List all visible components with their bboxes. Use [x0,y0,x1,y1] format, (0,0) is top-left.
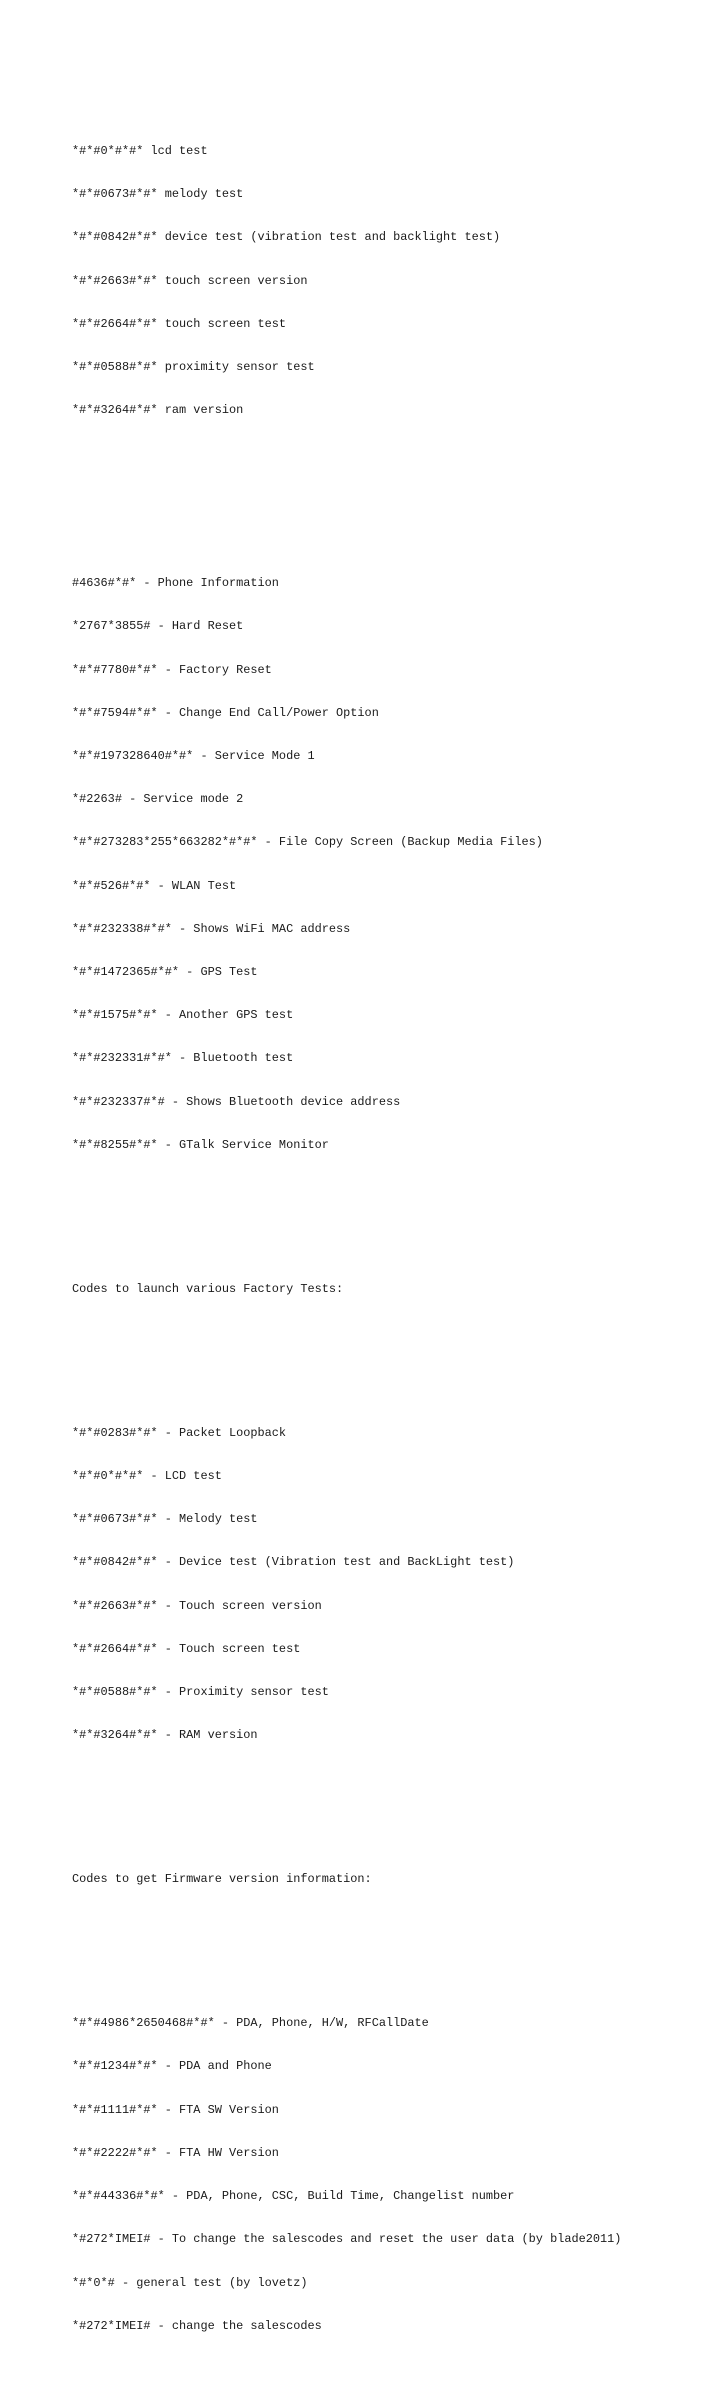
code-line: *#*#3264#*#* ram version [72,403,244,418]
code-line: *#*#1575#*#* - Another GPS test [72,1008,294,1023]
code-line: *#*#0588#*#* proximity sensor test [72,360,315,375]
code-list-basic-tests [72,115,712,446]
code-line: *#*#2664#*#* touch screen test [72,316,287,331]
code-line: *#*#197328640#*#* - Service Mode 1 [72,748,315,763]
code-line: *#*#0283#*#* - Packet Loopback [72,1425,287,1440]
blank-line [72,490,712,504]
code-line: *#*#4986*2650468#*#* - PDA, Phone, H/W, RFCallDate [72,2016,429,2031]
code-line: *2767*3855# - Hard Reset [72,619,244,634]
code-line: *#2263# - Service mode 2 [72,792,244,807]
code-line: *#*#3264#*#* - RAM version [72,1728,258,1743]
code-line: *#*#0*#*#* - LCD test [72,1469,222,1483]
blank-line [72,1339,712,1353]
code-line: *#*#0842#*#* - Device test (Vibration test and BackLight test) [72,1555,515,1570]
code-line: *#*#232338#*#* - Shows WiFi MAC address [72,921,351,936]
blank-line [72,1224,712,1238]
code-line: *#*#0673#*#* melody test [72,187,244,202]
code-line: *#*#273283*255*663282*#*#* - File Copy Screen (Backup Media Files) [72,835,543,850]
code-line: *#*#2663#*#* - Touch screen version [72,1598,322,1613]
code-line: *#*#2663#*#* touch screen version [72,273,308,288]
code-line: *#*#0588#*#* - Proximity sensor test [72,1685,329,1700]
code-line: *#*#2222#*#* - FTA HW Version [72,2145,279,2160]
code-line: *#272*IMEI# - change the salescodes [72,2318,322,2333]
section-heading-factory-tests: Codes to launch various Factory Tests: [72,1281,344,1296]
code-line: *#*#1234#*#* - PDA and Phone [72,2059,272,2074]
code-line: *#*#44336#*#* - PDA, Phone, CSC, Build Time, Changelist number [72,2189,515,2204]
code-line: *#*#0*#*#* lcd test [72,144,208,159]
code-line: #4636#*#* - Phone Information [72,576,279,591]
code-line: *#*#232331#*#* - Bluetooth test [72,1051,294,1066]
blank-line [72,1930,712,1944]
section-heading-firmware-version: Codes to get Firmware version information: [72,1872,372,1887]
code-list-firmware [72,1987,712,2361]
code-list-factory-tests [72,1397,712,1771]
code-line: *#*#1111#*#* - FTA SW Version [72,2102,279,2117]
code-line: *#*#7594#*#* - Change End Call/Power Option [72,705,379,720]
code-line: *#*0*# - general test (by lovetz) [72,2275,308,2290]
code-line: *#*#232337#*# - Shows Bluetooth device address [72,1094,401,1109]
document-body [72,72,712,2405]
code-line: *#*#1472365#*#* - GPS Test [72,964,258,979]
code-line: *#272*IMEI# - To change the salescodes and reset the user data (by blade2011) [72,2232,622,2247]
code-line: *#*#526#*#* - WLAN Test [72,878,237,893]
code-line: *#*#2664#*#* - Touch screen test [72,1641,301,1656]
blank-line [72,1815,712,1829]
code-list-general [72,547,712,1181]
code-line: *#*#7780#*#* - Factory Reset [72,662,272,677]
code-line: *#*#8255#*#* - GTalk Service Monitor [72,1137,329,1152]
code-line: *#*#0842#*#* device test (vibration test and backlight test) [72,230,501,245]
code-line: *#*#0673#*#* - Melody test [72,1512,258,1527]
